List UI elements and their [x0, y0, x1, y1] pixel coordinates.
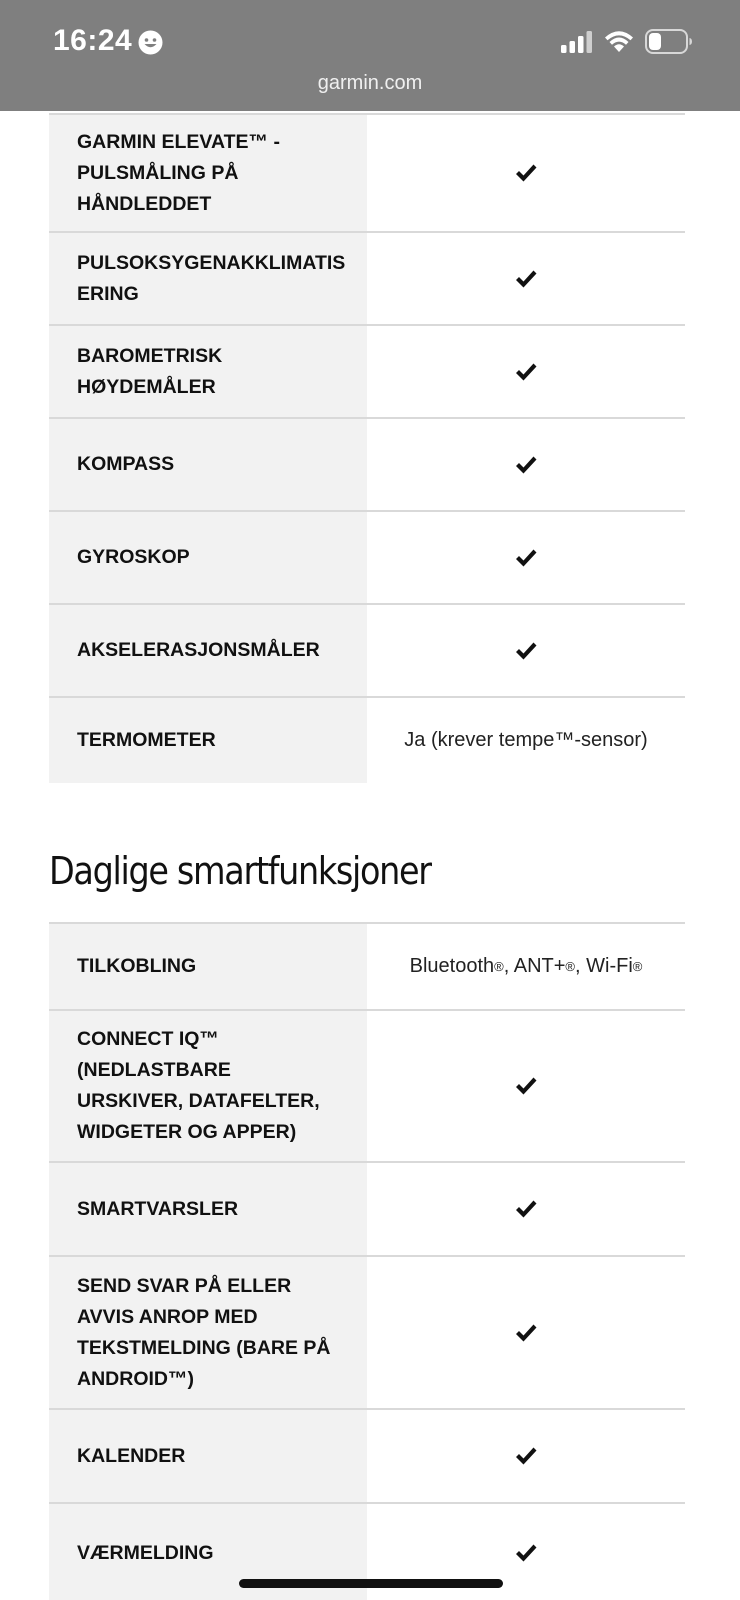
checkmark-icon: [515, 641, 537, 661]
row-value: [367, 233, 685, 324]
row-label: AKSELERASJONSMÅLER: [49, 605, 367, 696]
table-row: [49, 603, 685, 696]
row-label: KOMPASS: [49, 419, 367, 510]
table-row: [49, 1009, 685, 1161]
row-label: SEND SVAR PÅ ELLER AVVIS ANROP MED TEKSTMELDING (BARE PÅ ANDROID™): [49, 1257, 367, 1408]
battery-icon: [645, 29, 693, 54]
row-value-text: Ja (krever tempe™-sensor): [367, 698, 685, 783]
row-label: BAROMETRISK HØYDEMÅLER: [49, 326, 367, 417]
cellular-signal-icon: [561, 31, 593, 53]
row-value: [367, 1011, 685, 1161]
row-value: [367, 512, 685, 603]
smart-features-table: [49, 922, 685, 1600]
table-row: [49, 1408, 685, 1502]
row-label: VÆRMELDING: [49, 1504, 367, 1600]
checkmark-icon: [515, 1323, 537, 1343]
table-row: [49, 510, 685, 603]
url-address-bar[interactable]: garmin.com: [317, 72, 423, 94]
table-row: [49, 231, 685, 324]
status-time: 16:24: [53, 24, 133, 57]
row-value: [367, 1257, 685, 1408]
checkmark-icon: [515, 1446, 537, 1466]
checkmark-icon: [515, 1543, 537, 1563]
table-row: [49, 1255, 685, 1408]
row-value: [367, 1163, 685, 1255]
sensors-spec-table: [49, 113, 685, 783]
wifi-icon: [604, 29, 634, 53]
checkmark-icon: [515, 455, 537, 475]
row-label: GARMIN ELEVATE™ - PULSMÅLING PÅ HÅNDLEDDET: [49, 115, 367, 231]
row-label: SMARTVARSLER: [49, 1163, 367, 1255]
row-label: KALENDER: [49, 1410, 367, 1502]
table-row: [49, 1161, 685, 1255]
row-value: [367, 419, 685, 510]
home-indicator[interactable]: [239, 1579, 503, 1588]
row-value: [367, 1410, 685, 1502]
row-value-text: Bluetooth ® , ANT+ ® , Wi-Fi ®: [367, 924, 685, 1009]
table-row: [49, 922, 685, 1009]
row-label: TERMOMETER: [49, 698, 367, 783]
row-label: TILKOBLING: [49, 924, 367, 1009]
row-value: [367, 326, 685, 417]
section-heading: Daglige smartfunksjoner: [49, 849, 431, 893]
checkmark-icon: [515, 1199, 537, 1219]
checkmark-icon: [515, 163, 537, 183]
status-bar: [0, 0, 740, 111]
table-row: [49, 113, 685, 231]
checkmark-icon: [515, 269, 537, 289]
smiley-face-icon: [138, 30, 163, 55]
row-label: CONNECT IQ™ (NEDLASTBARE URSKIVER, DATAFELTER, WIDGETER OG APPER): [49, 1011, 367, 1161]
table-row: [49, 696, 685, 783]
checkmark-icon: [515, 362, 537, 382]
row-label: GYROSKOP: [49, 512, 367, 603]
row-label: PULSOKSYGENAKKLIMATIS ERING: [49, 233, 367, 324]
row-value: [367, 115, 685, 231]
row-value: [367, 605, 685, 696]
checkmark-icon: [515, 548, 537, 568]
table-row: [49, 417, 685, 510]
table-row: [49, 324, 685, 417]
checkmark-icon: [515, 1076, 537, 1096]
